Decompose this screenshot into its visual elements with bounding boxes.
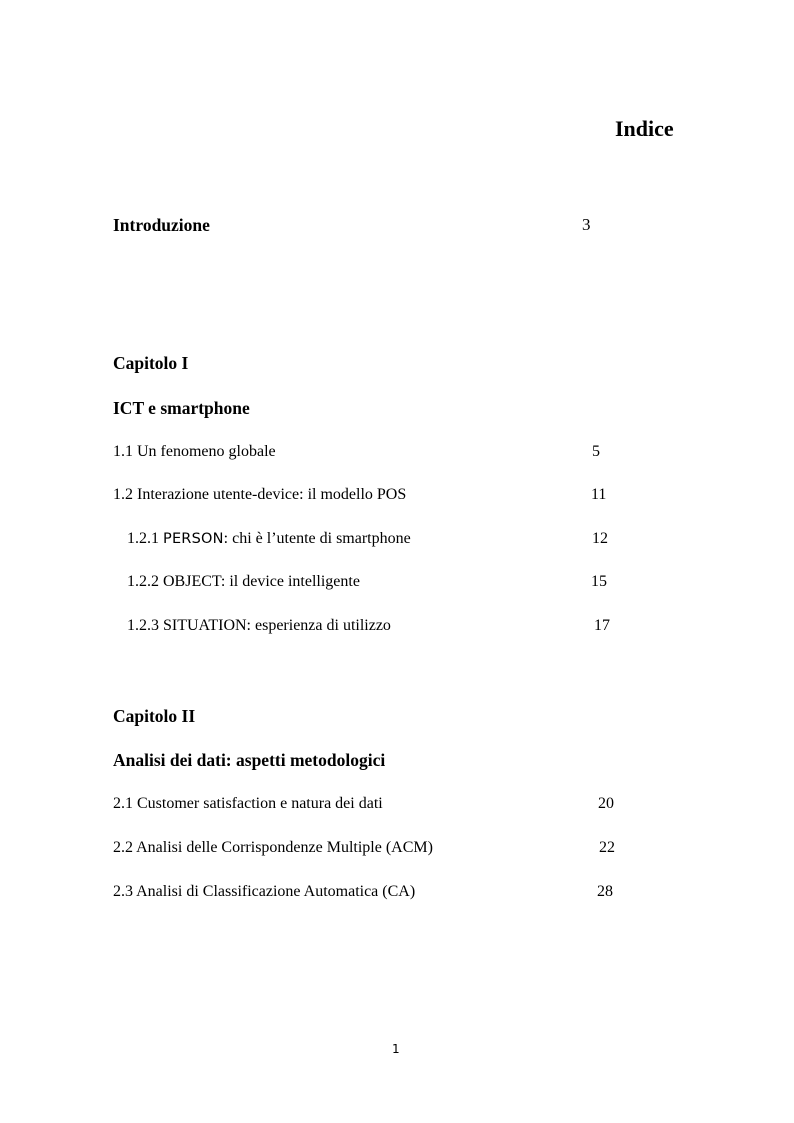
toc-intro-label: Introduzione bbox=[113, 215, 210, 235]
toc-intro-page: 3 bbox=[582, 215, 591, 234]
chapter-1-subtitle: ICT e smartphone bbox=[113, 398, 250, 418]
toc-entry-1-2-1-keyword: PERSON bbox=[163, 531, 224, 547]
toc-entry-1-2-1-page: 12 bbox=[592, 530, 608, 547]
toc-entry-2-3-page: 28 bbox=[597, 883, 613, 900]
page-number: 1 bbox=[392, 1042, 400, 1056]
toc-entry-1-1-page: 5 bbox=[592, 443, 600, 460]
toc-entry-1-2-3-page: 17 bbox=[594, 617, 610, 634]
chapter-2-subtitle: Analisi dei dati: aspetti metodologici bbox=[113, 750, 386, 770]
chapter-2-label: Capitolo II bbox=[113, 706, 196, 726]
toc-entry-1-2-1 bbox=[127, 529, 411, 549]
toc-entry-1-2-3: 1.2.3 SITUATION: esperienza di utilizzo bbox=[127, 617, 391, 634]
toc-entry-1-2-1-rest: : chi è l’utente di smartphone bbox=[223, 530, 411, 547]
chapter-1-label: Capitolo I bbox=[113, 353, 189, 373]
toc-entry-2-1: 2.1 Customer satisfaction e natura dei dati bbox=[113, 795, 383, 812]
toc-entry-1-2-2-page: 15 bbox=[591, 573, 607, 590]
toc-entry-2-2-page: 22 bbox=[599, 839, 615, 856]
toc-entry-2-3: 2.3 Analisi di Classificazione Automatica (CA) bbox=[113, 883, 416, 900]
toc-entry-2-2: 2.2 Analisi delle Corrispondenze Multiple (ACM) bbox=[113, 839, 433, 856]
toc-entry-1-2: 1.2 Interazione utente-device: il modello POS bbox=[113, 486, 407, 503]
toc-entry-1-2-page: 11 bbox=[591, 486, 607, 503]
toc-entry-1-2-1-prefix: 1.2.1 bbox=[127, 530, 163, 547]
toc-entry-1-2-2: 1.2.2 OBJECT: il device intelligente bbox=[127, 573, 360, 590]
toc-entry-2-1-page: 20 bbox=[598, 795, 614, 812]
toc-title: Indice bbox=[615, 116, 674, 141]
toc-entry-1-1: 1.1 Un fenomeno globale bbox=[113, 443, 276, 460]
